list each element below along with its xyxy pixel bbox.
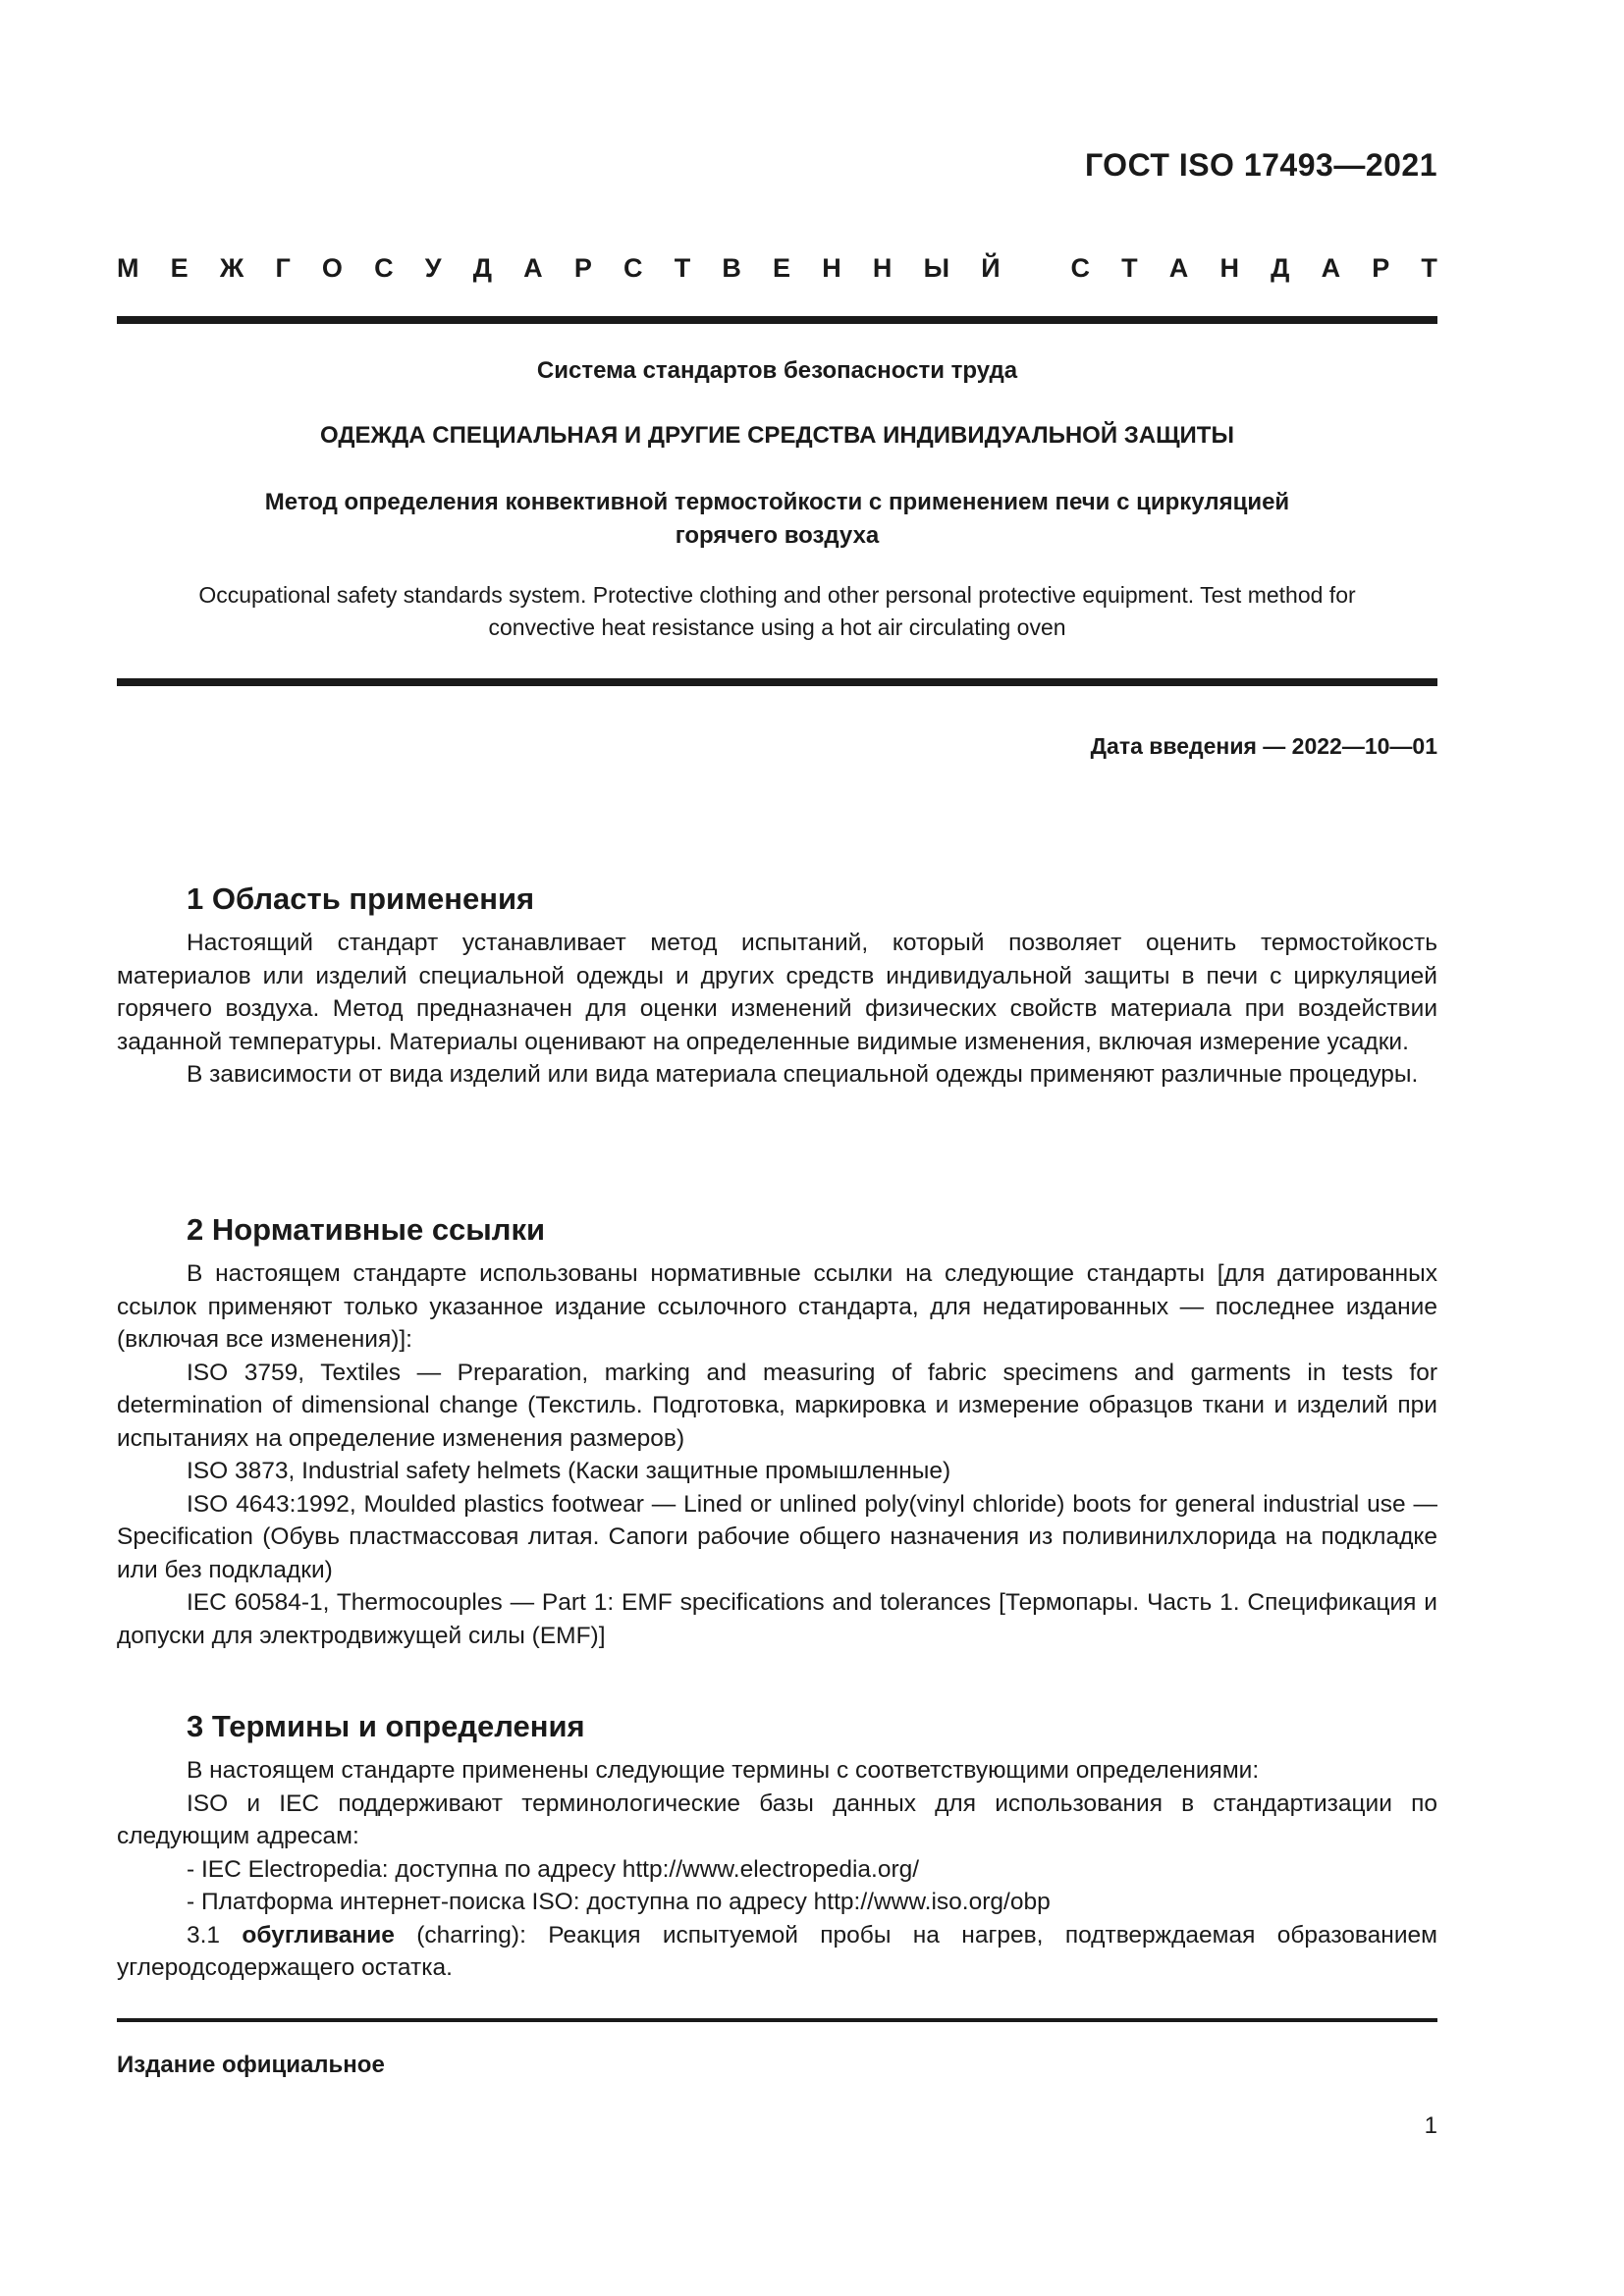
- paragraph: Настоящий стандарт устанавливает метод испытаний, который позволяет оценить термостойкость материалов или изделий специальной одежды и других средств индивидуальной защиты в печи с циркуляцией горячего воздуха. Метод предназначен для оценки изменений физических свойств материала при воздействии заданной температуры. Материалы оценивают на определенные видимые изменения, включая измерение усадки.: [117, 930, 1437, 1055]
- document-number: ГОСТ ISO 17493—2021: [1084, 147, 1437, 183]
- english-title-line-1: Occupational safety standards system. Protective clothing and other personal protective equipment. Test method for: [198, 582, 1356, 608]
- introduction-date: Дата введения — 2022—10—01: [1090, 733, 1437, 759]
- section-terms-and-definitions: [117, 1707, 1437, 1985]
- official-edition-label: Издание официальное: [117, 2052, 385, 2078]
- sub-title-line-2: горячего воздуха: [675, 522, 880, 549]
- banner-letter: Д: [1271, 253, 1290, 283]
- paragraph: ISO и IEC поддерживают терминологические базы данных для использования в стандартизации по следующим адресам:: [117, 1789, 1437, 1849]
- paragraph: В настоящем стандарте применены следующие термины с соответствующими определениями:: [187, 1757, 1260, 1784]
- banner-letter: Т: [674, 253, 691, 283]
- reference-iso-4643: ISO 4643:1992, Moulded plastics footwear — Lined or unlined poly(vinyl chloride) boots for general industrial use — Specification (Обувь пластмассовая литая. Сапоги рабочие общего назначения из поливинилхлорида на подкладке или без подкладки): [117, 1490, 1437, 1583]
- english-title: [117, 579, 1437, 644]
- banner-letter: Р: [573, 253, 592, 283]
- paragraph: В настоящем стандарте использованы нормативные ссылки на следующие стандарты [для датированных ссылок применяют только указанное издание ссылочного стандарта, для недатированных — последнее издание (включая все изменения)]:: [117, 1260, 1437, 1353]
- banner-letter: С: [623, 253, 643, 283]
- reference-iec-60584-1: IEC 60584-1, Thermocouples — Part 1: EMF specifications and tolerances [Термопары. Часть 1. Спецификация и допуски для электродвижущей силы (EMF)]: [117, 1589, 1437, 1649]
- banner-letter: М: [117, 253, 139, 283]
- main-title: ОДЕЖДА СПЕЦИАЛЬНАЯ И ДРУГИЕ СРЕДСТВА ИНДИВИДУАЛЬНОЙ ЗАЩИТЫ: [320, 422, 1234, 449]
- banner-letter: У: [424, 253, 442, 283]
- banner-gap: [1032, 253, 1040, 284]
- iso-obp-link-line: - Платформа интернет-поиска ISO: доступна по адресу http://www.iso.org/obp: [187, 1889, 1051, 1915]
- interstate-standard-banner: [117, 253, 1437, 284]
- banner-letter: Й: [981, 253, 1001, 283]
- banner-letter: Г: [275, 253, 291, 283]
- electropedia-link-line: - IEC Electropedia: доступна по адресу http://www.electropedia.org/: [187, 1855, 920, 1883]
- banner-letter: А: [1168, 253, 1189, 283]
- reference-iso-3873: ISO 3873, Industrial safety helmets (Каски защитные промышленные): [187, 1458, 951, 1484]
- term-name: обугливание: [242, 1921, 395, 1949]
- page-number: 1: [1424, 2112, 1437, 2139]
- banner-letter: С: [1070, 253, 1090, 283]
- term-number: 3.1: [187, 1921, 243, 1949]
- banner-letter: Ж: [219, 253, 244, 283]
- banner-letter: С: [374, 253, 394, 283]
- banner-letter: Т: [1421, 253, 1437, 283]
- sub-title-line-1: Метод определения конвективной термостойкости с применением печи с циркуляцией: [264, 489, 1290, 515]
- header-rule: [117, 316, 1437, 324]
- banner-letter: Е: [773, 253, 791, 283]
- section-heading: 3 Термины и определения: [187, 1709, 585, 1743]
- banner-letter: Н: [822, 253, 841, 283]
- term-definition-text: (charring): Реакция испытуемой пробы на нагрев, подтверждаемая образованием углеродсодержащего остатка.: [117, 1921, 1437, 1981]
- banner-letter: А: [523, 253, 543, 283]
- term-definition-charring: [117, 1919, 1437, 1985]
- english-title-line-2: convective heat resistance using a hot air circulating oven: [488, 614, 1066, 640]
- banner-letter: Н: [872, 253, 893, 283]
- banner-letter: Н: [1219, 253, 1239, 283]
- banner-letter: Е: [170, 253, 189, 283]
- banner-letter: Р: [1372, 253, 1390, 283]
- banner-letter: В: [722, 253, 741, 283]
- banner-letter: А: [1321, 253, 1341, 283]
- reference-iso-3759: ISO 3759, Textiles — Preparation, marking and measuring of fabric specimens and garments in tests for determination of dimensional change (Текстиль. Подготовка, маркировка и измерение образцов ткани и изделий при испытаниях на определение изменения размеров): [117, 1359, 1437, 1452]
- title-rule: [117, 678, 1437, 686]
- paragraph: В зависимости от вида изделий или вида материала специальной одежды применяют различные процедуры.: [187, 1061, 1419, 1088]
- section-normative-references: [117, 1210, 1437, 1652]
- footer-rule: [117, 2018, 1437, 2022]
- section-heading: 1 Область применения: [187, 881, 535, 916]
- sub-title: [117, 486, 1437, 553]
- banner-letter: Д: [472, 253, 492, 283]
- section-scope: [117, 880, 1437, 1092]
- document-page: [117, 0, 1437, 2296]
- banner-letter: О: [321, 253, 343, 283]
- banner-letter: Т: [1121, 253, 1138, 283]
- banner-letter: Ы: [923, 253, 950, 283]
- standards-system-title: Система стандартов безопасности труда: [536, 357, 1018, 384]
- section-heading: 2 Нормативные ссылки: [187, 1212, 546, 1247]
